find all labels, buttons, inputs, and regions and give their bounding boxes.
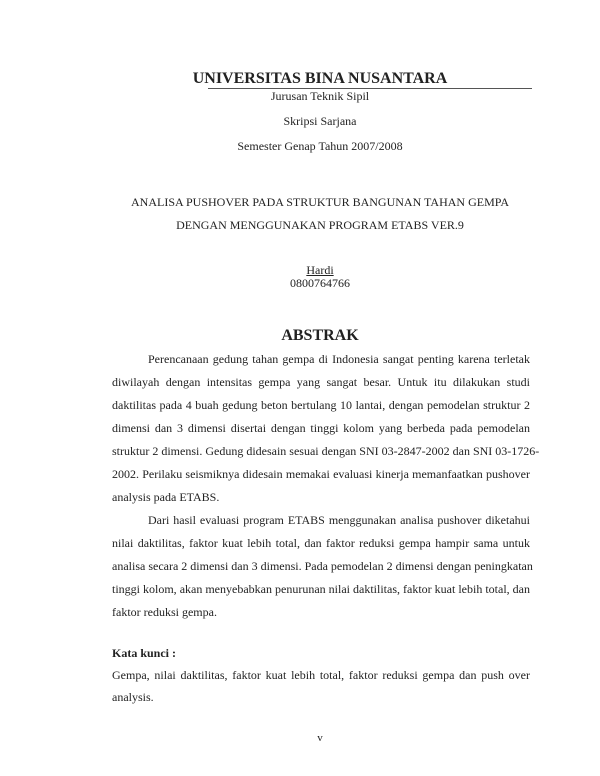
keywords-line: Gempa, nilai daktilitas, faktor kuat lebih total, faktor reduksi gempa dan push over [112, 668, 530, 682]
page-number: v [317, 732, 323, 744]
text-line: analysis pada ETABS. [112, 490, 220, 504]
text-line: daktilitas pada 4 buah gedung beton bertulang 10 lantai, dengan pemodelan struktur 2 [112, 398, 530, 412]
thesis-title-line: DENGAN MENGGUNAKAN PROGRAM ETABS VER.9 [176, 218, 464, 232]
text-line: dimensi dan 3 dimensi disertai dengan tinggi kolom yang berbeda pada pemodelan [112, 421, 530, 435]
department: Jurusan Teknik Sipil [270, 89, 370, 103]
text-line: Dari hasil evaluasi program ETABS menggunakan analisa pushover diketahui [148, 513, 530, 527]
keywords-line: analysis. [112, 690, 154, 704]
degree: Skripsi Sarjana [283, 114, 357, 128]
university-name: UNIVERSITAS BINA NUSANTARA [192, 70, 448, 87]
author-id: 0800764766 [290, 276, 350, 290]
keywords-label: Kata kunci : [112, 646, 177, 660]
text-line: nilai daktilitas, faktor kuat lebih total, dan faktor reduksi gempa hampir sama untuk [112, 536, 530, 550]
thesis-title-line: ANALISA PUSHOVER PADA STRUKTUR BANGUNAN TAHAN GEMPA [131, 195, 509, 209]
text-line: analisa secara 2 dimensi dan 3 dimensi. Pada pemodelan 2 dimensi dengan peningkatan [112, 559, 533, 573]
text-line: 2002. Perilaku seismiknya didesain memakai evaluasi kinerja memanfaatkan pushover [112, 467, 530, 481]
text-line: struktur 2 dimensi. Gedung didesain sesuai dengan SNI 03-2847-2002 dan SNI 03-1726- [112, 444, 540, 458]
abstract-heading: ABSTRAK [281, 327, 359, 344]
semester: Semester Genap Tahun 2007/2008 [237, 139, 403, 153]
author-name: Hardi [306, 263, 334, 277]
text-line: faktor reduksi gempa. [112, 605, 217, 619]
text-line: tinggi kolom, akan menyebabkan penurunan nilai daktilitas, faktor kuat lebih total, dan [112, 582, 530, 596]
text-line: diwilayah dengan intensitas gempa yang sangat besar. Untuk itu dilakukan studi [112, 375, 530, 389]
text-line: Perencanaan gedung tahan gempa di Indonesia sangat penting karena terletak [148, 352, 530, 366]
